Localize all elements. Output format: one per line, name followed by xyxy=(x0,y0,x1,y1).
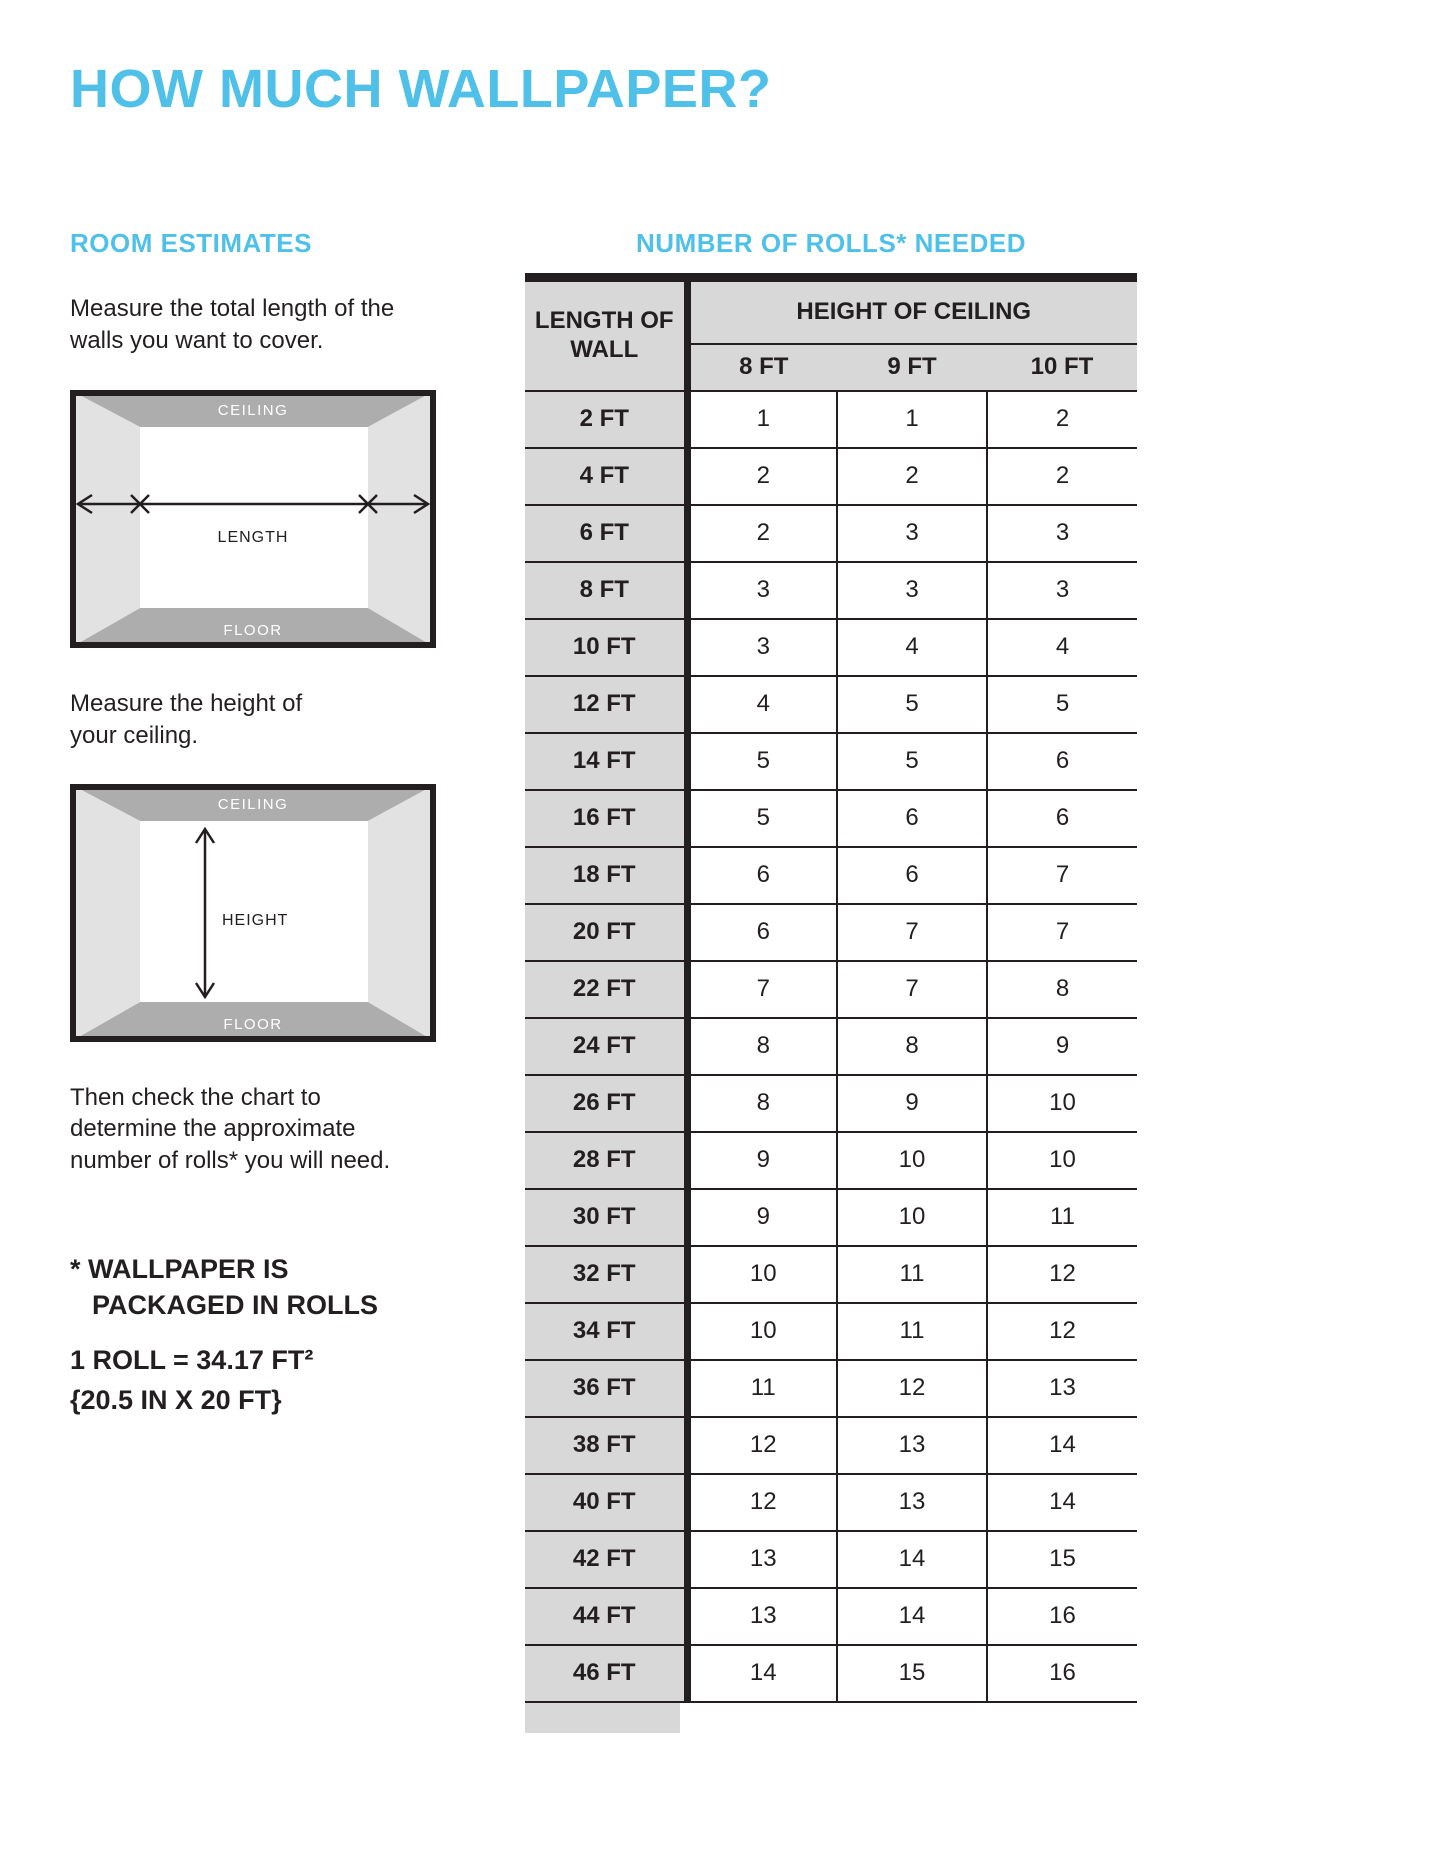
wall-length-cell: 12 FT xyxy=(525,676,687,733)
rolls-count-cell: 7 xyxy=(837,961,987,1018)
rolls-count-cell: 10 xyxy=(687,1246,837,1303)
table-row xyxy=(525,619,1137,676)
roll-area-line: 1 ROLL = 34.17 FT² xyxy=(70,1344,314,1375)
wall-length-cell: 6 FT xyxy=(525,505,687,562)
rolls-table-body xyxy=(525,391,1137,1702)
floor-label: FLOOR xyxy=(223,622,283,640)
wall-length-cell: 4 FT xyxy=(525,448,687,505)
rolls-count-cell: 11 xyxy=(837,1246,987,1303)
rolls-count-cell: 3 xyxy=(687,562,837,619)
wall-length-cell: 8 FT xyxy=(525,562,687,619)
rolls-count-cell: 10 xyxy=(987,1132,1137,1189)
rolls-count-cell: 8 xyxy=(987,961,1137,1018)
rolls-count-cell: 9 xyxy=(837,1075,987,1132)
right-wall-surface xyxy=(368,784,436,1042)
wall-length-cell: 44 FT xyxy=(525,1588,687,1645)
rolls-count-cell: 5 xyxy=(687,790,837,847)
rolls-count-cell: 1 xyxy=(687,391,837,448)
wall-length-cell: 38 FT xyxy=(525,1417,687,1474)
rolls-count-cell: 8 xyxy=(837,1018,987,1075)
rolls-count-cell: 12 xyxy=(687,1417,837,1474)
right-wall-surface xyxy=(368,390,436,648)
roll-dimensions-line: {20.5 IN X 20 FT} xyxy=(70,1385,282,1416)
floor-label: FLOOR xyxy=(223,1015,283,1033)
rolls-count-cell: 3 xyxy=(987,562,1137,619)
wall-length-cell: 36 FT xyxy=(525,1360,687,1417)
wall-length-cell: 2 FT xyxy=(525,391,687,448)
rolls-count-cell: 4 xyxy=(837,619,987,676)
table-row xyxy=(525,1018,1137,1075)
rolls-count-cell: 6 xyxy=(687,904,837,961)
wall-length-cell: 24 FT xyxy=(525,1018,687,1075)
rolls-count-cell: 13 xyxy=(837,1474,987,1531)
rolls-count-cell: 3 xyxy=(837,562,987,619)
rolls-table xyxy=(525,273,1137,1703)
rolls-count-cell: 12 xyxy=(837,1360,987,1417)
length-measure-label: LENGTH xyxy=(217,529,289,547)
wall-face xyxy=(140,427,368,608)
rolls-count-cell: 14 xyxy=(987,1474,1137,1531)
rolls-count-cell: 15 xyxy=(987,1531,1137,1588)
footnote-line-2: PACKAGED IN ROLLS xyxy=(92,1290,379,1321)
rolls-count-cell: 8 xyxy=(687,1018,837,1075)
table-row xyxy=(525,1132,1137,1189)
rolls-count-cell: 14 xyxy=(987,1417,1137,1474)
table-row xyxy=(525,733,1137,790)
rolls-count-cell: 5 xyxy=(987,676,1137,733)
wall-length-cell: 46 FT xyxy=(525,1645,687,1702)
wall-length-cell: 30 FT xyxy=(525,1189,687,1246)
footnote-line-1: * WALLPAPER IS xyxy=(70,1253,289,1284)
wall-length-cell: 34 FT xyxy=(525,1303,687,1360)
rolls-count-cell: 7 xyxy=(687,961,837,1018)
rolls-count-cell: 3 xyxy=(987,505,1137,562)
rolls-count-cell: 9 xyxy=(987,1018,1137,1075)
length-of-wall-header: LENGTH OF WALL xyxy=(525,278,687,391)
table-row xyxy=(525,904,1137,961)
rolls-count-cell: 12 xyxy=(687,1474,837,1531)
table-row xyxy=(525,1075,1137,1132)
height-of-ceiling-header: HEIGHT OF CEILING xyxy=(687,278,1137,344)
table-row xyxy=(525,562,1137,619)
rolls-count-cell: 10 xyxy=(837,1189,987,1246)
rolls-count-cell: 14 xyxy=(687,1645,837,1702)
wall-length-cell: 16 FT xyxy=(525,790,687,847)
rolls-count-cell: 11 xyxy=(987,1189,1137,1246)
rolls-needed-heading: NUMBER OF ROLLS* NEEDED xyxy=(636,228,1026,258)
step-measure-length: Measure the total length of the walls you want to cover. xyxy=(70,295,395,354)
rolls-count-cell: 2 xyxy=(987,391,1137,448)
rolls-count-cell: 6 xyxy=(837,790,987,847)
rolls-count-cell: 4 xyxy=(987,619,1137,676)
table-row xyxy=(525,790,1137,847)
table-row xyxy=(525,676,1137,733)
rolls-count-cell: 12 xyxy=(987,1246,1137,1303)
length-diagram xyxy=(70,390,436,648)
rolls-count-cell: 15 xyxy=(837,1645,987,1702)
rolls-count-cell: 13 xyxy=(987,1360,1137,1417)
ceiling-label: CEILING xyxy=(217,795,289,813)
left-wall-surface xyxy=(70,784,140,1042)
page-title: HOW MUCH WALLPAPER? xyxy=(70,59,772,119)
rolls-count-cell: 1 xyxy=(837,391,987,448)
rolls-count-cell: 5 xyxy=(837,733,987,790)
table-row xyxy=(525,1303,1137,1360)
rolls-count-cell: 9 xyxy=(687,1132,837,1189)
height-measure-label: HEIGHT xyxy=(222,911,289,929)
rolls-count-cell: 4 xyxy=(687,676,837,733)
rolls-count-cell: 6 xyxy=(837,847,987,904)
ceiling-label: CEILING xyxy=(217,402,289,420)
left-wall-surface xyxy=(70,390,140,648)
rolls-count-cell: 2 xyxy=(987,448,1137,505)
rolls-count-cell: 7 xyxy=(987,904,1137,961)
wall-length-cell: 42 FT xyxy=(525,1531,687,1588)
rolls-count-cell: 13 xyxy=(687,1588,837,1645)
rolls-count-cell: 10 xyxy=(687,1303,837,1360)
ceiling-8ft-header: 8 FT xyxy=(687,344,837,391)
rolls-count-cell: 7 xyxy=(837,904,987,961)
room-estimates-heading: ROOM ESTIMATES xyxy=(70,228,312,258)
rolls-count-cell: 9 xyxy=(687,1189,837,1246)
table-row xyxy=(525,1645,1137,1702)
table-row xyxy=(525,1417,1137,1474)
rolls-count-cell: 8 xyxy=(687,1075,837,1132)
table-footer-stub xyxy=(525,1703,680,1733)
wall-length-cell: 32 FT xyxy=(525,1246,687,1303)
step-measure-height: Measure the height of your ceiling. xyxy=(70,690,303,750)
rolls-count-cell: 6 xyxy=(987,733,1137,790)
rolls-count-cell: 3 xyxy=(687,619,837,676)
wallpaper-rolls-footnote xyxy=(70,1251,480,1324)
height-diagram xyxy=(70,784,436,1042)
rolls-count-cell: 10 xyxy=(987,1075,1137,1132)
wall-length-cell: 10 FT xyxy=(525,619,687,676)
roll-size-info xyxy=(70,1340,480,1421)
rolls-count-cell: 6 xyxy=(987,790,1137,847)
rolls-count-cell: 16 xyxy=(987,1588,1137,1645)
rolls-count-cell: 13 xyxy=(837,1417,987,1474)
wall-length-cell: 20 FT xyxy=(525,904,687,961)
rolls-count-cell: 14 xyxy=(837,1588,987,1645)
rolls-count-cell: 2 xyxy=(687,505,837,562)
table-row xyxy=(525,961,1137,1018)
table-row xyxy=(525,1588,1137,1645)
rolls-count-cell: 3 xyxy=(837,505,987,562)
rolls-count-cell: 16 xyxy=(987,1645,1137,1702)
table-row xyxy=(525,448,1137,505)
table-row xyxy=(525,505,1137,562)
rolls-count-cell: 14 xyxy=(837,1531,987,1588)
step-check-chart: Then check the chart to determine the approximate number of rolls* you will need. xyxy=(70,1083,391,1175)
wall-length-cell: 18 FT xyxy=(525,847,687,904)
wall-length-cell: 22 FT xyxy=(525,961,687,1018)
rolls-count-cell: 11 xyxy=(837,1303,987,1360)
table-row xyxy=(525,391,1137,448)
rolls-count-cell: 6 xyxy=(687,847,837,904)
table-header-row-top xyxy=(525,278,1137,344)
wall-length-cell: 40 FT xyxy=(525,1474,687,1531)
rolls-needed-section xyxy=(525,228,1137,1733)
rolls-count-cell: 10 xyxy=(837,1132,987,1189)
table-row xyxy=(525,1531,1137,1588)
ceiling-9ft-header: 9 FT xyxy=(837,344,987,391)
rolls-count-cell: 2 xyxy=(687,448,837,505)
ceiling-10ft-header: 10 FT xyxy=(987,344,1137,391)
rolls-count-cell: 7 xyxy=(987,847,1137,904)
table-row xyxy=(525,1360,1137,1417)
wall-length-cell: 28 FT xyxy=(525,1132,687,1189)
rolls-count-cell: 2 xyxy=(837,448,987,505)
rolls-count-cell: 13 xyxy=(687,1531,837,1588)
rolls-count-cell: 12 xyxy=(987,1303,1137,1360)
room-estimates-section xyxy=(70,228,480,1421)
table-row xyxy=(525,1189,1137,1246)
rolls-count-cell: 11 xyxy=(687,1360,837,1417)
table-row xyxy=(525,847,1137,904)
rolls-count-cell: 5 xyxy=(837,676,987,733)
table-row xyxy=(525,1474,1137,1531)
table-row xyxy=(525,1246,1137,1303)
wall-length-cell: 14 FT xyxy=(525,733,687,790)
wall-length-cell: 26 FT xyxy=(525,1075,687,1132)
rolls-count-cell: 5 xyxy=(687,733,837,790)
